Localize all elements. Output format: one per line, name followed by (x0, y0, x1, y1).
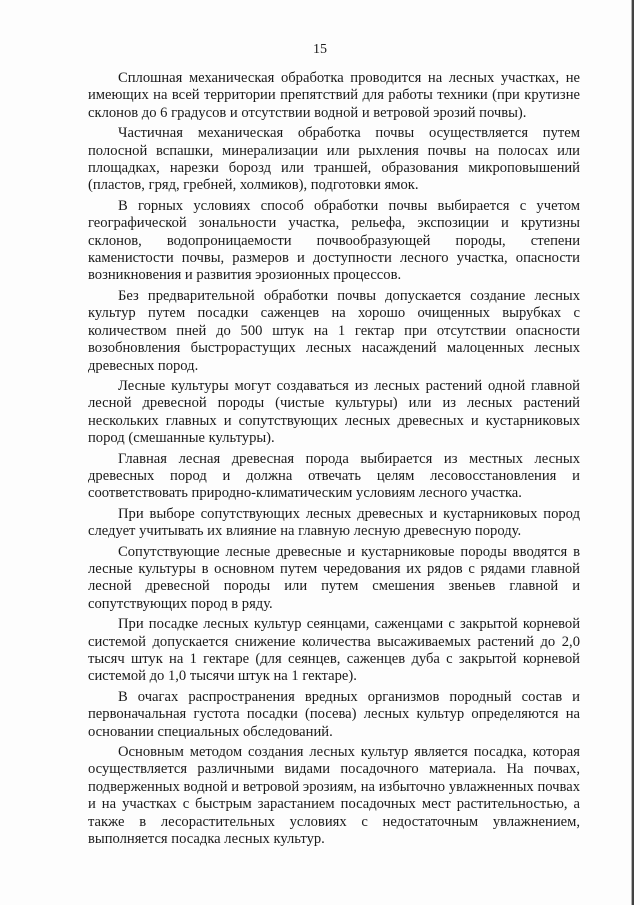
paragraph: В горных условиях способ обработки почвы выбирается с учетом географической зональности участка, рельефа, экспозиции и крутизны склонов, водопроницаемости почвообразующей породы, степени каменистости почвы, размеров и доступности лесного участка, опасности возникновения и развития эрозионных процессов. (88, 197, 580, 284)
paragraph: При выборе сопутствующих лесных древесных и кустарниковых пород следует учитывать их влияние на главную лесную древесную породу. (88, 505, 580, 540)
page-number: 15 (313, 42, 327, 57)
document-body (88, 70, 580, 851)
paragraph: Лесные культуры могут создаваться из лесных растений одной главной лесной древесной породы (чистые культуры) или из лесных растений нескольких главных и сопутствующих лесных древесных и кустарниковых пород (смешанные культуры). (88, 377, 580, 447)
paragraph: Сплошная механическая обработка проводится на лесных участках, не имеющих на всей территории препятствий для работы техники (при крутизне склонов до 6 градусов и отсутствии водной и ветровой эрозий почвы). (88, 70, 580, 121)
paragraph: В очагах распространения вредных организмов породный состав и первоначальная густота посадки (посева) лесных культур определяются на основании специальных обследований. (88, 688, 580, 740)
paragraph: Главная лесная древесная порода выбирается из местных лесных древесных пород и должна отвечать целям лесовосстановления и соответствовать природно-климатическим условиям лесного участка. (88, 450, 580, 502)
paragraph: Основным методом создания лесных культур является посадка, которая осуществляется различными видами посадочного материала. На почвах, подверженных водной и ветровой эрозиям, на избыточно увлажненных почвах и на участках с быстрым зарастанием посадочных мест растительностью, а также в лесорастительных условиях с недостаточным увлажнением, выполняется посадка лесных культур. (88, 744, 580, 848)
paragraph: Сопутствующие лесные древесные и кустарниковые породы вводятся в лесные культуры в основном путем чередования их рядов с рядами главной лесной древесной породы или путем смешения звеньев главной и сопутствующих пород в ряду. (88, 543, 580, 612)
scan-edge-shadow (631, 0, 634, 905)
paragraph: Частичная механическая обработка почвы осуществляется путем полосной вспашки, минерализации или рыхления почвы на полосах или площадках, нарезки борозд или траншей, образования микроповышений (пластов, гряд, гребней, холмиков), подготовки ямок. (88, 125, 580, 194)
paragraph: Без предварительной обработки почвы допускается создание лесных культур путем посадки саженцев на хорошо очищенных вырубках с количеством пней до 500 штук на 1 гектар при отсутствии опасности возобновления быстрорастущих лесных насаждений малоценных лесных древесных пород. (88, 287, 580, 374)
paragraph: При посадке лесных культур сеянцами, саженцами с закрытой корневой системой допускается снижение количества высаживаемых растений до 2,0 тысяч штук на 1 гектаре (для сеянцев, саженцев дуба с закрытой корневой системой до 1,0 тысячи штук на 1 гектаре). (88, 616, 580, 685)
